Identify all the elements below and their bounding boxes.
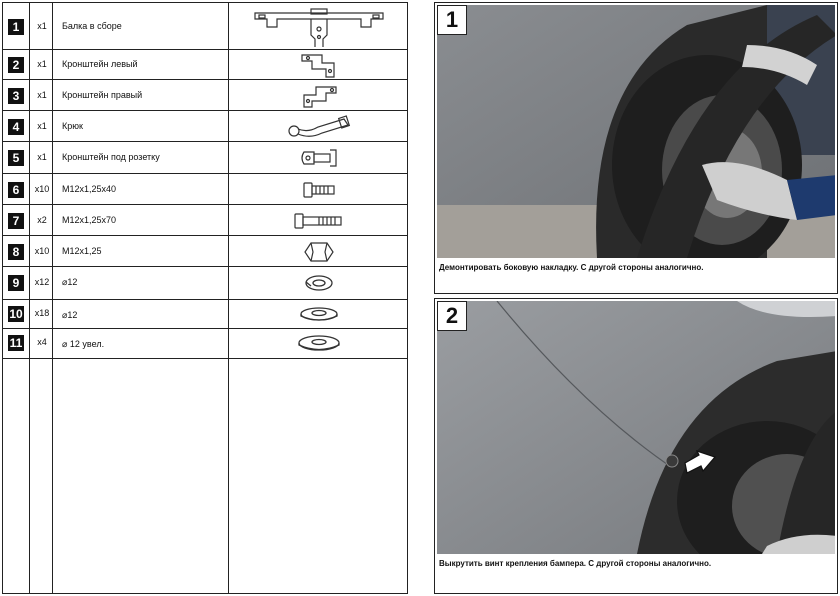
step-photo xyxy=(437,301,835,554)
part-quantity: x4 xyxy=(37,337,47,347)
part-row xyxy=(3,205,407,236)
part-row xyxy=(3,142,407,174)
part-number: 4 xyxy=(8,119,24,135)
part-quantity: x18 xyxy=(34,308,50,318)
part-number: 2 xyxy=(8,57,24,73)
part-name: ⌀12 xyxy=(62,277,78,287)
part-quantity: x10 xyxy=(34,246,50,256)
part-number: 11 xyxy=(9,336,23,350)
part-quantity: x10 xyxy=(34,184,50,194)
part-name: ⌀12 xyxy=(62,310,78,320)
part-row xyxy=(3,80,407,111)
step-caption: Выкрутить винт крепления бампера. С другой стороны аналогично. xyxy=(439,559,712,568)
spring-washer-icon xyxy=(229,273,409,293)
part-name: Кронштейн под розетку xyxy=(62,152,160,162)
step-panel xyxy=(434,2,838,294)
step-caption: Демонтировать боковую накладку. С другой стороны аналогично. xyxy=(439,263,704,272)
part-row xyxy=(3,3,407,50)
part-row xyxy=(3,236,407,267)
hex-nut-icon xyxy=(229,240,409,264)
part-quantity: x2 xyxy=(37,215,47,225)
part-name: M12x1,25 xyxy=(62,246,102,256)
part-quantity: x1 xyxy=(37,90,47,100)
part-number: 3 xyxy=(8,88,24,104)
part-row xyxy=(3,50,407,80)
tow-hook-icon xyxy=(229,113,409,140)
part-row xyxy=(3,300,407,329)
part-quantity: x1 xyxy=(37,152,47,162)
large-washer-icon xyxy=(229,332,409,356)
part-quantity: x1 xyxy=(37,121,47,131)
part-number: 7 xyxy=(8,213,24,229)
short-bolt-icon xyxy=(229,180,409,200)
part-row xyxy=(3,329,407,359)
left-bracket-icon xyxy=(229,51,409,79)
part-number: 10 xyxy=(9,307,23,321)
part-row xyxy=(3,174,407,205)
parts-table xyxy=(2,2,408,594)
part-quantity: x1 xyxy=(37,21,47,31)
part-number: 9 xyxy=(8,275,24,291)
right-bracket-icon xyxy=(229,81,409,109)
part-name: M12x1,25x70 xyxy=(62,215,117,225)
part-name: Балка в сборе xyxy=(62,21,122,31)
part-name: Кронштейн левый xyxy=(62,59,138,69)
tow-beam-icon xyxy=(229,5,409,48)
part-number: 1 xyxy=(8,19,24,35)
part-quantity: x1 xyxy=(37,59,47,69)
part-name: Кронштейн правый xyxy=(62,90,143,100)
long-bolt-icon xyxy=(229,211,409,231)
step-number: 1 xyxy=(437,5,467,35)
part-number: 5 xyxy=(8,150,24,166)
step-photo xyxy=(437,5,835,258)
socket-bracket-icon xyxy=(229,144,409,172)
part-row xyxy=(3,111,407,142)
step-number: 2 xyxy=(437,301,467,331)
step-panel xyxy=(434,298,838,594)
part-name: ⌀ 12 увел. xyxy=(62,339,105,349)
part-row xyxy=(3,267,407,300)
part-quantity: x12 xyxy=(34,277,50,287)
flat-washer-icon xyxy=(229,304,409,324)
part-name: Крюк xyxy=(62,121,83,131)
part-number: 6 xyxy=(8,182,24,198)
part-name: M12x1,25x40 xyxy=(62,184,117,194)
part-number: 8 xyxy=(8,244,24,260)
